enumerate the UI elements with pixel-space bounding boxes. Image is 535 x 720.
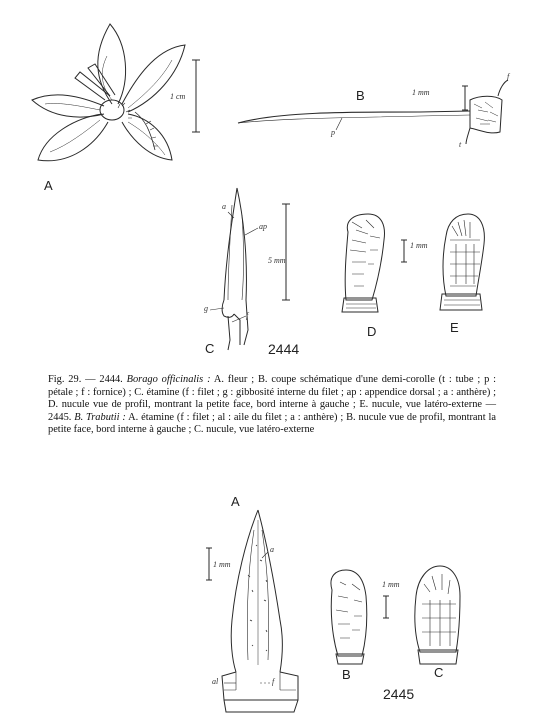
nutlet-2445c-drawing bbox=[415, 566, 460, 664]
fig-a-letter: A bbox=[44, 178, 53, 193]
fig-2445-a-f-label: f bbox=[272, 677, 275, 686]
fig-c-letter: C bbox=[205, 341, 215, 356]
figure-number-2445: 2445 bbox=[383, 686, 415, 702]
fig-2445-a-scale-label: 1 mm bbox=[213, 560, 231, 569]
corolla-section-drawing bbox=[238, 80, 508, 144]
fig-b-p-label: p bbox=[331, 128, 335, 137]
fig-c-f-label: f bbox=[246, 311, 249, 320]
fig-2445-b-letter: B bbox=[342, 667, 351, 682]
fig-2445-b-scale-label: 1 mm bbox=[382, 580, 400, 589]
fig-d-scale-label: 1 mm bbox=[410, 241, 428, 250]
fig-b-f-label: f bbox=[507, 72, 510, 81]
nutlet-d-drawing bbox=[342, 214, 384, 312]
fig-2445-a-a-label: a bbox=[270, 545, 274, 554]
flower-drawing bbox=[32, 24, 185, 161]
fig-b-letter: B bbox=[356, 88, 365, 103]
caption-species-2: B. Trabutii : bbox=[74, 411, 126, 423]
stamen-2445-drawing bbox=[222, 510, 298, 712]
fig-d-letter: D bbox=[367, 324, 377, 339]
stamen-drawing bbox=[222, 188, 248, 350]
caption-text-2: A. étamine (f : filet ; al : aile du filet ; a : anthère) ; B. nucule vue de profil, montrant la petite face, bord interne à gauche ; C. nucule, vue latéro-externe bbox=[48, 411, 496, 436]
fig-2445-a-al-label: al bbox=[212, 677, 219, 686]
fig-2445-a-letter: A bbox=[231, 494, 240, 509]
fig-e-letter: E bbox=[450, 320, 459, 335]
nutlet-e-drawing bbox=[440, 214, 484, 310]
fig-2445-c-letter: C bbox=[434, 665, 444, 680]
caption-text-1: A. fleur ; B. coupe schématique d'une demi-corolle (t : tube ; p : pétale ; f : fornice) ; C. étamine (f : filet ; g : gibbosité interne du filet ; ap : appendice dorsal ; a : anthère) ; D. nucule vue de profil, montrant la petite face, bord interne à gauche ; E. nucule, vue latéro-externe — 2445. bbox=[48, 374, 497, 423]
fig-b-scale-label: 1 mm bbox=[412, 88, 430, 97]
caption-fig-number: Fig. 29. — 2444. bbox=[48, 374, 123, 385]
caption-species-1: Borago officinalis : bbox=[126, 374, 211, 385]
nutlet-2445b-drawing bbox=[331, 570, 367, 664]
fig-c-g-label: g bbox=[204, 304, 208, 313]
fig-c-ap-label: ap bbox=[259, 222, 267, 231]
fig-c-a-label: a bbox=[222, 202, 226, 211]
fig-b-t-label: t bbox=[459, 140, 462, 149]
fig-a-scale-label: 1 cm bbox=[170, 92, 186, 101]
figure-number-2444: 2444 bbox=[268, 341, 300, 357]
figure-caption bbox=[48, 374, 496, 437]
fig-c-scale-label: 5 mm bbox=[268, 256, 286, 265]
